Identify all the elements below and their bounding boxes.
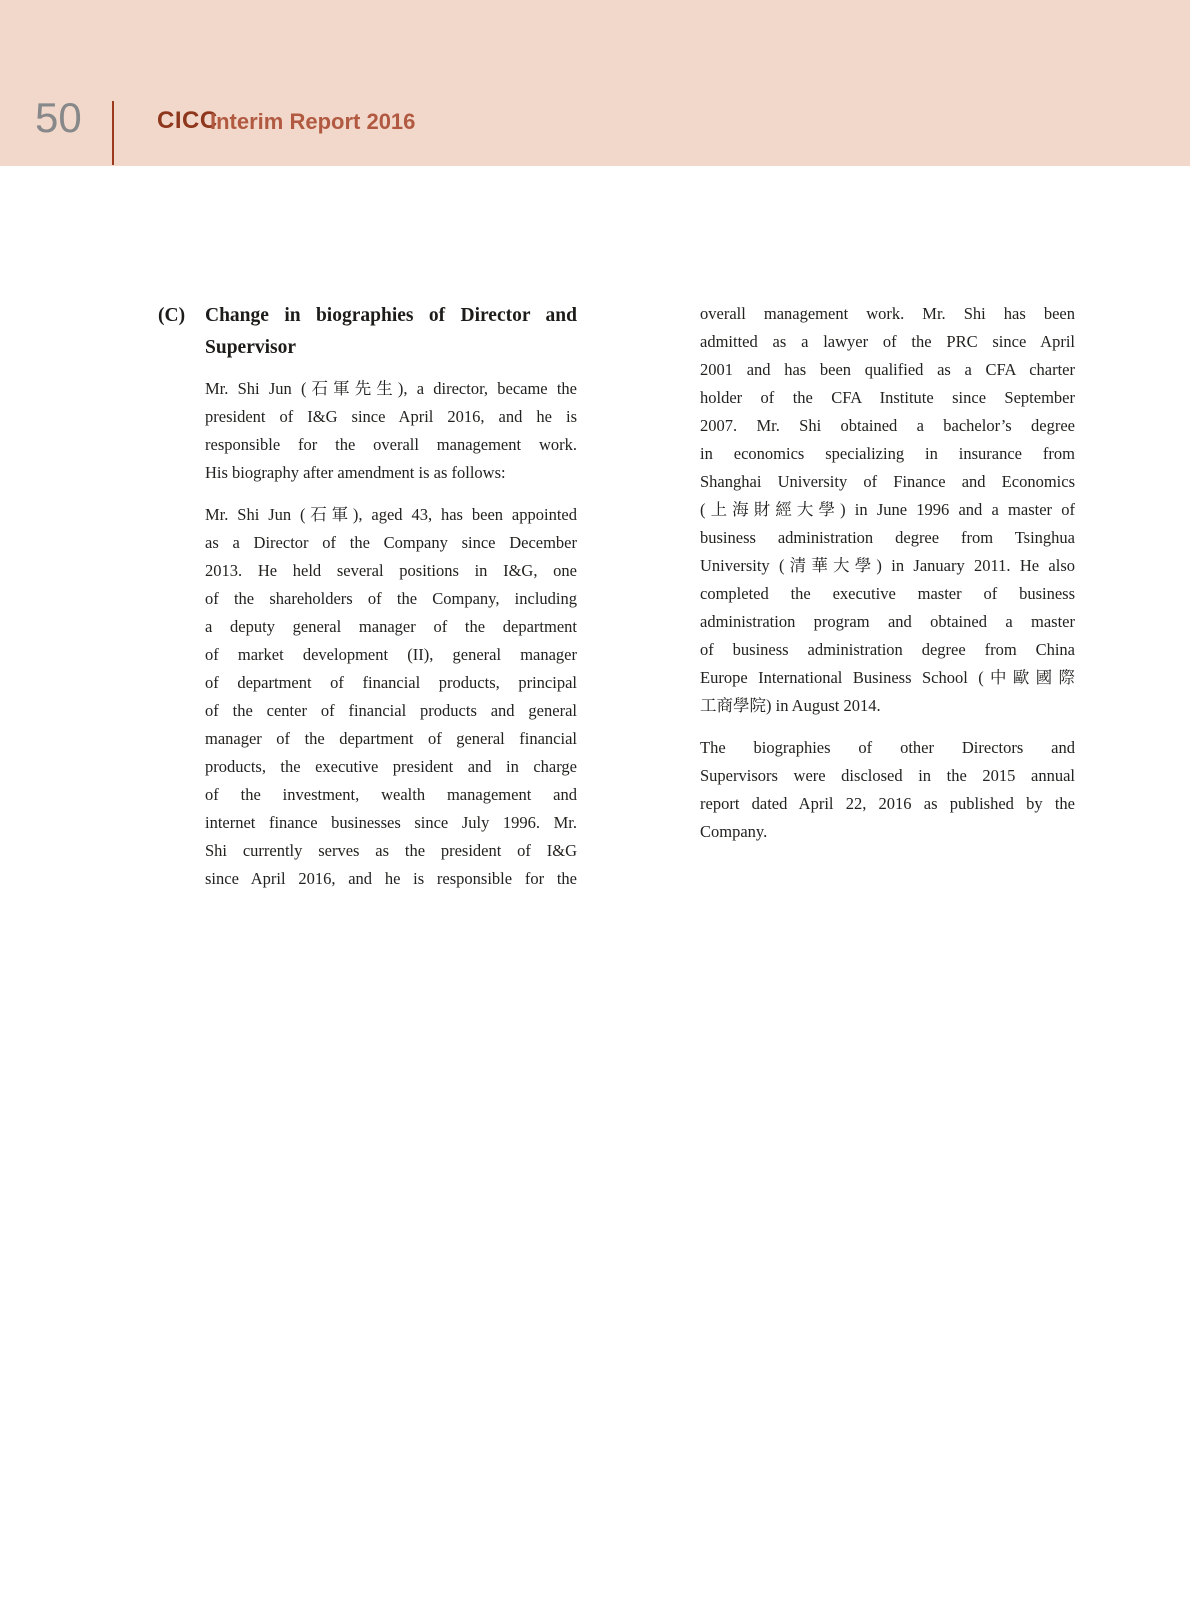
text-line: Supervisors were disclosed in the 2015 annual: [700, 766, 1075, 785]
text-line: The biographies of other Directors and: [700, 738, 1075, 757]
text-line: of the investment, wealth management and: [205, 785, 577, 804]
text-line: 2007. Mr. Shi obtained a bachelor’s degree: [700, 416, 1075, 435]
text-line: of department of financial products, principal: [205, 673, 577, 692]
paragraph-biography: [205, 501, 577, 893]
text-line: manager of the department of general financial: [205, 729, 577, 748]
section-heading: [205, 300, 577, 364]
text-line: since April 2016, and he is responsible for the: [205, 869, 577, 888]
text-line: Mr. Shi Jun (石軍), aged 43, has been appointed: [205, 505, 577, 524]
section-label: (C): [158, 305, 186, 326]
report-title: Interim Report 2016: [210, 109, 416, 134]
text-line: His biography after amendment is as follows:: [205, 463, 506, 482]
left-column: [158, 300, 577, 907]
text-line: of market development (II), general manager: [205, 645, 577, 664]
text-line: Mr. Shi Jun (石軍先生), a director, became the: [205, 379, 577, 398]
text-line: business administration degree from Tsinghua: [700, 528, 1075, 547]
text-line: in economics specializing in insurance from: [700, 444, 1075, 463]
text-line: as a Director of the Company since December: [205, 533, 577, 552]
page-header-band: [0, 0, 1190, 166]
text-line: products, the executive president and in charge: [205, 757, 577, 776]
right-column: [700, 300, 1075, 907]
text-line: 2013. He held several positions in I&G, one: [205, 561, 577, 580]
text-line: president of I&G since April 2016, and he is: [205, 407, 577, 426]
text-line: holder of the CFA Institute since September: [700, 388, 1075, 407]
header-divider-line: [112, 101, 114, 165]
text-line: admitted as a lawyer of the PRC since April: [700, 332, 1075, 351]
text-line: internet finance businesses since July 1996. Mr.: [205, 813, 577, 832]
text-line: Supervisor: [205, 337, 297, 358]
text-line: administration program and obtained a master: [700, 612, 1075, 631]
paragraph-biography-continued: [700, 300, 1075, 720]
text-line: Shanghai University of Finance and Economics: [700, 472, 1075, 491]
text-line: University (清華大學) in January 2011. He also: [700, 556, 1075, 575]
text-line: a deputy general manager of the department: [205, 617, 577, 636]
text-line: overall management work. Mr. Shi has been: [700, 304, 1075, 323]
text-line: of the center of financial products and general: [205, 701, 577, 720]
section-content: [158, 300, 1075, 907]
section-heading-row: [158, 300, 577, 364]
text-line: (上海財經大學) in June 1996 and a master of: [700, 500, 1075, 519]
text-line: Europe International Business School (中歐國際: [700, 668, 1075, 687]
brand-wordmark: CICC: [157, 107, 218, 134]
text-line: Shi currently serves as the president of I&G: [205, 841, 577, 860]
text-line: of the shareholders of the Company, including: [205, 589, 577, 608]
paragraph-intro: [205, 375, 577, 487]
text-line: 2001 and has been qualified as a CFA charter: [700, 360, 1075, 379]
text-line: 工商學院) in August 2014.: [700, 696, 881, 715]
text-line: report dated April 22, 2016 as published by the: [700, 794, 1075, 813]
text-line: of business administration degree from China: [700, 640, 1075, 659]
text-line: completed the executive master of business: [700, 584, 1075, 603]
page-number: 50: [35, 94, 82, 141]
text-line: Company.: [700, 822, 768, 841]
text-line: responsible for the overall management work.: [205, 435, 577, 454]
paragraph-other-directors: [700, 734, 1075, 846]
text-line: Change in biographies of Director and: [205, 305, 577, 326]
